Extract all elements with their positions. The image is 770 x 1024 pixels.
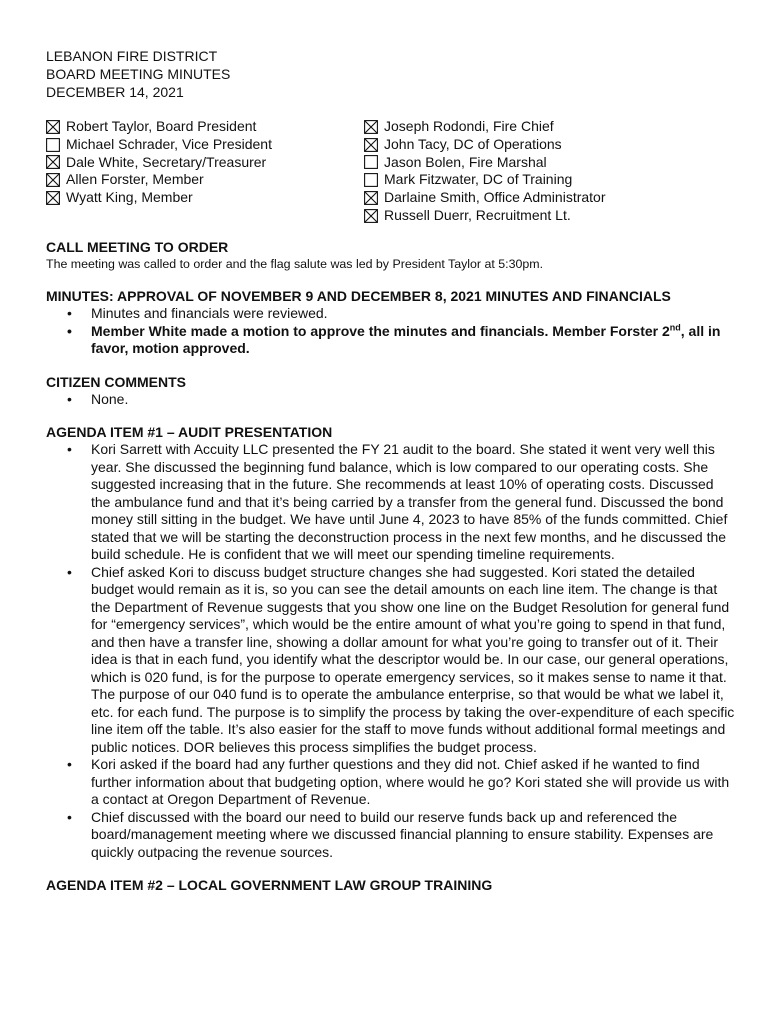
meeting-date: DECEMBER 14, 2021 [46, 84, 184, 100]
section-agenda-item-2 [46, 876, 736, 894]
checked-box-icon [364, 138, 378, 152]
list-item [46, 756, 736, 809]
ordinal-suffix: nd [669, 321, 681, 332]
attendee-row [46, 189, 272, 207]
list-item [46, 305, 736, 323]
attendance-list-board [46, 118, 272, 207]
list-item-text: None. [91, 390, 129, 407]
unchecked-box-icon [364, 173, 378, 187]
attendee-row [46, 154, 272, 172]
list-item [46, 441, 736, 564]
attendee-name: Robert Taylor, Board President [66, 118, 257, 134]
section-citizen-comments [46, 373, 736, 409]
attendee-name: Jason Bolen, Fire Marshal [384, 153, 547, 170]
list-item [46, 391, 736, 409]
attendee-name: Joseph Rodondi, Fire Chief [384, 118, 554, 134]
district-name: LEBANON FIRE DISTRICT [46, 48, 218, 64]
bullet-icon: • [67, 563, 72, 580]
section-heading: CALL MEETING TO ORDER [46, 239, 229, 255]
attendee-row [364, 154, 606, 172]
list-item [46, 323, 736, 358]
checked-box-icon [46, 155, 60, 169]
attendee-name: Mark Fitzwater, DC of Training [384, 171, 573, 188]
attendee-name: Russell Duerr, Recruitment Lt. [384, 206, 571, 223]
section-agenda-item-1 [46, 423, 736, 861]
bullet-icon: • [67, 441, 72, 457]
bullet-list [46, 441, 736, 861]
bullet-icon: • [67, 756, 72, 772]
list-item-text: Kori Sarrett with Accuity LLC presented the FY 21 audit to the board. She stated it went very well this year. She discussed the beginning fund balance, which is low compared to our operating costs. She suggested increasing that in the future. She recommends at least 10% of operating costs. Discussed the ambulance fund and that it’s being carried by a transfer from the general fund. Discussed the bond money still sitting in the budget. We have until June 4, 2023 to have 85% of the funds committed. Chief stated that we will be starting the deconstruction process in the next few months, and he discussed the build schedule. He is confident that we will meet our spending timeline requirements. [91, 441, 728, 562]
section-text: The meeting was called to order and the flag salute was led by President Taylor at 5:30pm. [46, 257, 544, 271]
attendee-row [46, 118, 272, 136]
checked-box-icon [364, 120, 378, 134]
attendee-row [46, 136, 272, 154]
section-heading: CITIZEN COMMENTS [46, 373, 186, 390]
motion-text: Member White made a motion to approve the minutes and financials. Member Forster 2 [91, 322, 670, 339]
section-heading: AGENDA ITEM #1 – AUDIT PRESENTATION [46, 424, 333, 440]
bullet-list [46, 391, 736, 409]
list-item-text: Chief asked Kori to discuss budget structure changes she had suggested. Kori stated the detailed budget would remain as it is, so you can see the detail amounts on each line item. The change is that the Department of Revenue suggests that you show one line on the Budget Resolution for general fund for “emergency services”, which would be the entire amount of what you’re going to spend in that fund, and then have a transfer line, showing a dollar amount for what you’re going to transfer out of it. Their idea is that in each fund, you identify what the descriptor would be. In our case, our general operations, which is 020 fund, is for the purpose to operate emergency services, so it makes sense to name it that. The purpose of our 040 fund is to operate the ambulance enterprise, so that would be what we label it, etc. for each fund. The purpose is to simplify the process by taking the over-expenditure of each specific line item off the table. It’s also easier for the staff to move funds without additional formal meetings and public notices. DOR believes this process simplifies the budget process. [91, 563, 735, 755]
section-heading: MINUTES: APPROVAL OF NOVEMBER 9 AND DECEMBER 8, 2021 MINUTES AND FINANCIALS [46, 288, 671, 304]
attendee-row [46, 171, 272, 189]
bullet-icon: • [67, 305, 72, 321]
attendee-name: Wyatt King, Member [66, 189, 193, 206]
section-minutes-approval [46, 287, 736, 358]
document-header [46, 47, 230, 101]
list-item-text: Minutes and financials were reviewed. [91, 305, 328, 321]
attendance-list-staff [364, 118, 606, 225]
checked-box-icon [46, 191, 60, 205]
attendee-name: Allen Forster, Member [66, 171, 204, 188]
checked-box-icon [46, 120, 60, 134]
attendee-name: Dale White, Secretary/Treasurer [66, 153, 267, 170]
list-item-text: Chief discussed with the board our need to build our reserve funds back up and referenced the board/management meeting where we discussed financial planning to ensure stability. Expenses are quickly outpacing the revenue sources. [91, 808, 714, 860]
attendee-row [364, 171, 606, 189]
document-type: BOARD MEETING MINUTES [46, 66, 231, 82]
list-item [46, 564, 736, 757]
bullet-list [46, 305, 736, 358]
attendee-name: Michael Schrader, Vice President [66, 135, 272, 152]
bullet-icon: • [67, 390, 72, 407]
list-item-text: Kori asked if the board had any further questions and they did not. Chief asked if he wanted to find further information about that budgeting option, where would he go? Kori stated she will provide us with a contact at Oregon Department of Revenue. [91, 756, 730, 807]
checked-box-icon [46, 173, 60, 187]
unchecked-box-icon [364, 155, 378, 169]
bullet-icon: • [67, 322, 72, 339]
attendee-row [364, 189, 606, 207]
minutes-body [46, 238, 736, 909]
checked-box-icon [364, 191, 378, 205]
list-item [46, 809, 736, 862]
attendee-row [364, 118, 606, 136]
attendee-row [364, 136, 606, 154]
motion-result: , all in favor, motion approved. [91, 322, 721, 356]
attendee-name: Darlaine Smith, Office Administrator [384, 189, 606, 206]
section-heading: AGENDA ITEM #2 – LOCAL GOVERNMENT LAW GROUP TRAINING [46, 877, 493, 893]
bullet-icon: • [67, 808, 72, 825]
section-call-to-order [46, 238, 736, 272]
unchecked-box-icon [46, 138, 60, 152]
attendee-row [364, 207, 606, 225]
attendee-name: John Tacy, DC of Operations [384, 135, 562, 152]
checked-box-icon [364, 209, 378, 223]
